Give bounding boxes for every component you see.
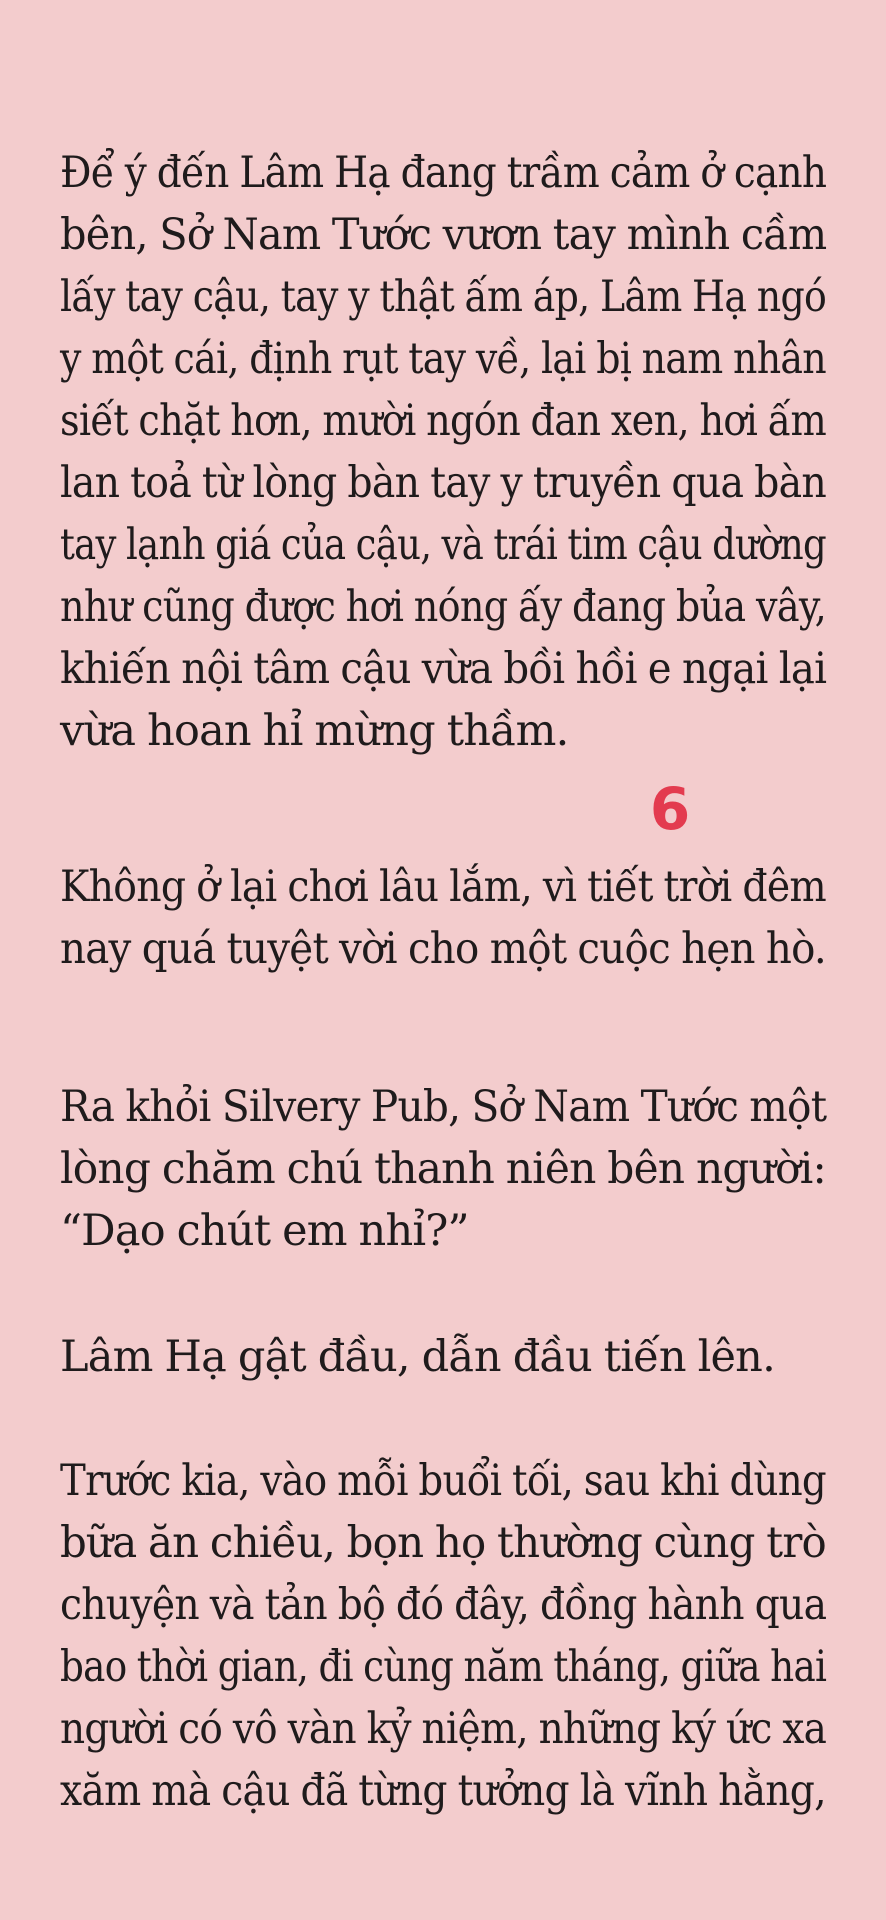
paragraph-4 (60, 1326, 826, 1388)
paragraph-1 (60, 142, 826, 762)
text-line: bữa ăn chiều, bọn họ thường cùng trò (60, 1518, 826, 1568)
text-line: y một cái, định rụt tay về, lại bị nam nhân (60, 334, 827, 384)
text-line: nay quá tuyệt vời cho một cuộc hẹn hò. (60, 924, 827, 974)
text-line: Không ở lại chơi lâu lắm, vì tiết trời đêm (60, 862, 827, 912)
text-line: xăm mà cậu đã từng tưởng là vĩnh hằng, (60, 1766, 826, 1816)
text-line: tay lạnh giá của cậu, và trái tim cậu dường (60, 520, 827, 570)
text-line: Ra khỏi Silvery Pub, Sở Nam Tước một (60, 1082, 827, 1132)
page-number: 6 (649, 775, 691, 843)
text-line: lan toả từ lòng bàn tay y truyền qua bàn (60, 458, 827, 508)
text-line: khiến nội tâm cậu vừa bồi hồi e ngại lại (60, 644, 827, 694)
text-line: bao thời gian, đi cùng năm tháng, giữa hai (60, 1642, 827, 1692)
text-line: siết chặt hơn, mười ngón đan xen, hơi ấm (60, 396, 826, 446)
paragraph-2 (60, 856, 826, 980)
text-line: người có vô vàn kỷ niệm, những ký ức xa (60, 1704, 827, 1754)
text-line: vừa hoan hỉ mừng thầm. (60, 706, 569, 756)
paragraph-5 (60, 1450, 826, 1822)
text-line: lấy tay cậu, tay y thật ấm áp, Lâm Hạ ngó (60, 272, 827, 322)
text-line: Để ý đến Lâm Hạ đang trầm cảm ở cạnh (60, 148, 827, 198)
text-line: chuyện và tản bộ đó đây, đồng hành qua (60, 1580, 827, 1630)
text-line: lòng chăm chú thanh niên bên người: (60, 1144, 826, 1194)
text-line: bên, Sở Nam Tước vươn tay mình cầm (60, 210, 827, 260)
text-line: Trước kia, vào mỗi buổi tối, sau khi dùng (60, 1456, 826, 1506)
text-line: “Dạo chút em nhỉ?” (60, 1206, 469, 1256)
text-line: như cũng được hơi nóng ấy đang bủa vây, (60, 582, 827, 632)
paragraph-3 (60, 1076, 826, 1262)
text-line: Lâm Hạ gật đầu, dẫn đầu tiến lên. (60, 1332, 775, 1382)
